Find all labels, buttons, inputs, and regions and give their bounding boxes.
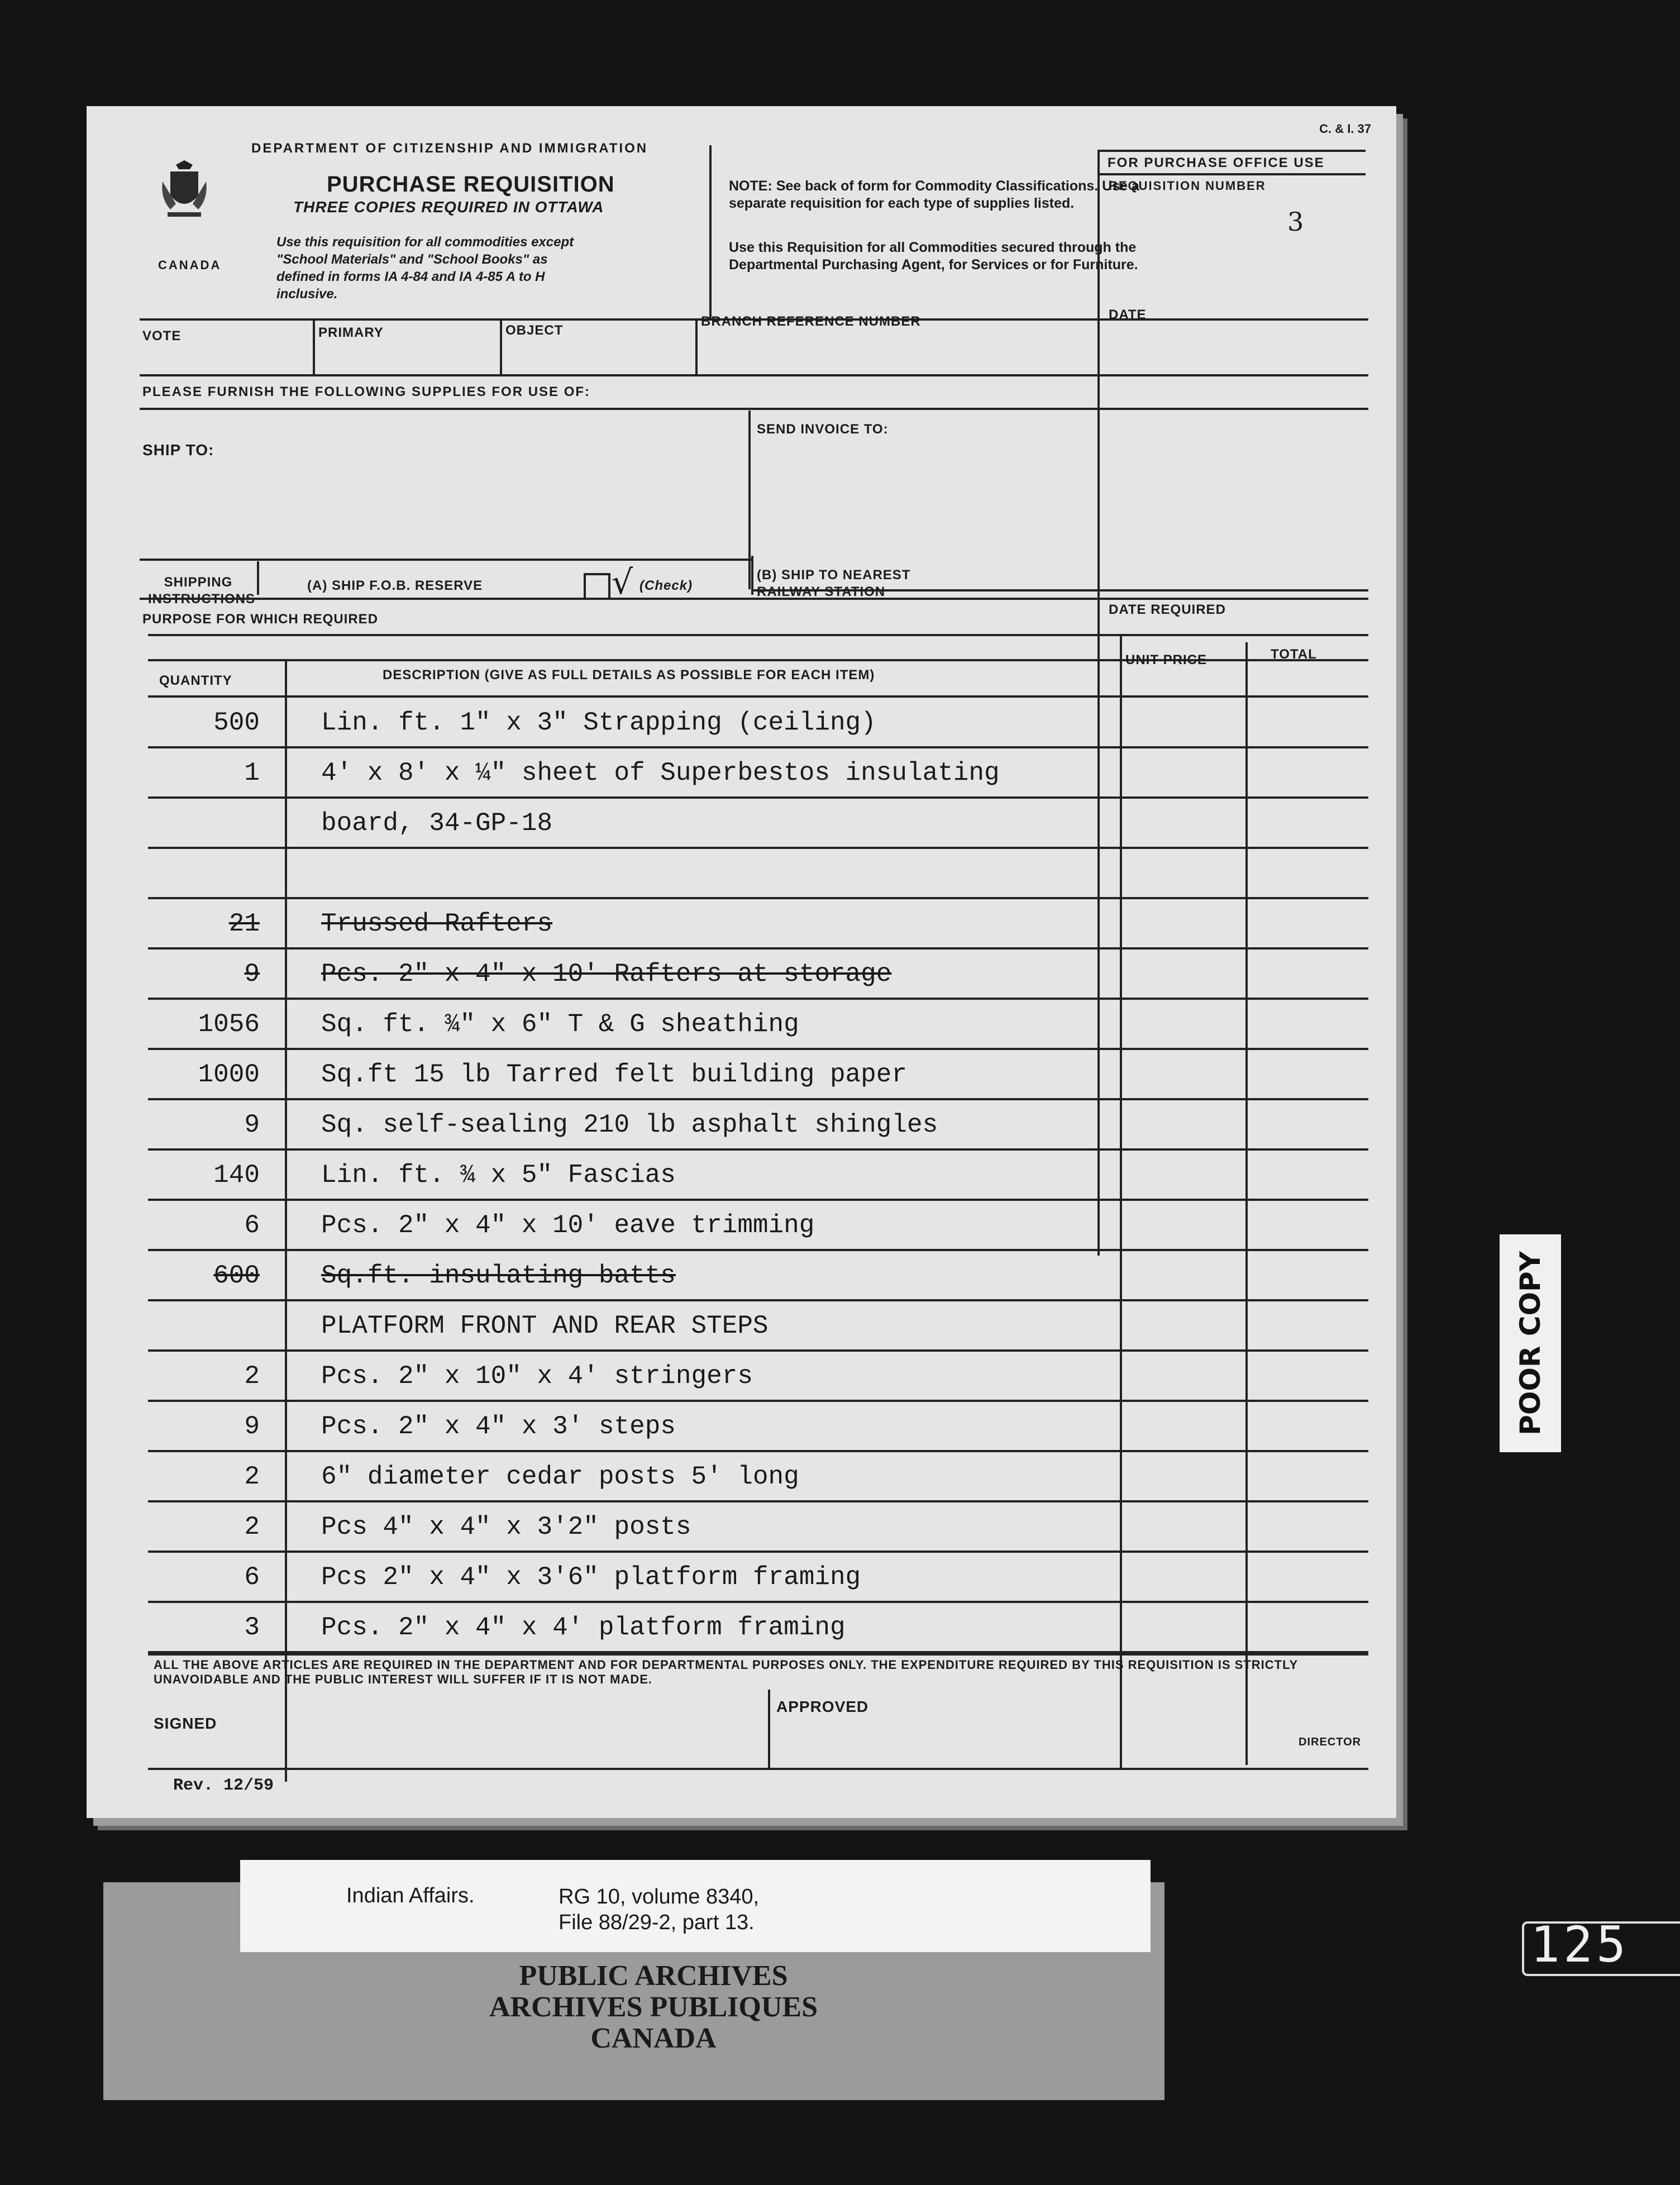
row-rule [148, 1299, 1368, 1301]
declaration-text: ALL THE ABOVE ARTICLES ARE REQUIRED IN THE DEPARTMENT AND FOR DEPARTMENTAL PURPOSES ONLY. THE EXPENDITURE REQUIRED BY THIS REQUISITION IS STRICTLY UNAVOIDABLE AND THE PUBLIC INTEREST WILL SUFFER IF IT IS NOT MADE. [154, 1658, 1298, 1686]
item-description: Pcs. 2" x 4" x 10' Rafters at storage [321, 960, 892, 989]
vote-label: VOTE [142, 328, 182, 344]
row-rule [148, 1400, 1368, 1402]
source-file: File 88/29-2, part 13. [559, 1911, 755, 1934]
requisition-number-label: REQUISITION NUMBER [1109, 179, 1266, 193]
row-rule [148, 1148, 1368, 1151]
country-label: CANADA [158, 258, 222, 272]
row-rule [148, 947, 1368, 950]
item-description: Sq. ft. ¾" x 6" T & G sheathing [321, 1010, 799, 1039]
source-volume: RG 10, volume 8340, [559, 1885, 760, 1909]
item-quantity: 21 [228, 909, 260, 938]
shipping-instructions-label: SHIPPING INSTRUCTIONS [148, 575, 255, 607]
row-rule [148, 847, 1368, 849]
fob-reserve-checkbox[interactable] [584, 573, 610, 600]
item-description: Pcs. 2" x 4" x 10' eave trimming [321, 1211, 815, 1240]
item-description: Pcs. 2" x 10" x 4' stringers [321, 1362, 753, 1391]
check-hint: (Check) [639, 578, 693, 593]
purpose-label: PURPOSE FOR WHICH REQUIRED [142, 612, 379, 627]
item-quantity: 2 [244, 1362, 260, 1391]
department-name: DEPARTMENT OF CITIZENSHIP AND IMMIGRATION [251, 141, 648, 156]
stamp-line-3: CANADA [590, 2022, 717, 2054]
item-description: Lin. ft. 1" x 3" Strapping (ceiling) [321, 708, 876, 737]
item-quantity: 2 [244, 1513, 260, 1542]
item-quantity: 140 [213, 1161, 260, 1190]
send-invoice-label: SEND INVOICE TO: [757, 422, 889, 437]
row-rule [148, 1601, 1368, 1603]
frame-counter: 125 [1530, 1916, 1629, 1973]
row-rule [148, 1500, 1368, 1502]
date-label: DATE [1109, 307, 1147, 322]
row-rule [148, 998, 1368, 1000]
item-quantity: 9 [244, 1110, 260, 1139]
item-quantity: 500 [213, 708, 260, 737]
row-rule [148, 746, 1368, 748]
revision-label: Rev. 12/59 [173, 1776, 274, 1795]
director-label: DIRECTOR [1299, 1736, 1362, 1748]
note-purchasing-agent: Use this Requisition for all Commodities secured through the Departmental Purchasing Agent, for Services or for Furniture. [729, 240, 1138, 273]
item-description: Trussed Rafters [321, 909, 553, 938]
primary-label: PRIMARY [318, 325, 384, 340]
item-description: Pcs. 2" x 4" x 4' platform framing [321, 1613, 846, 1642]
row-rule [148, 1551, 1368, 1553]
row-rule [148, 1349, 1368, 1352]
item-quantity: 9 [244, 1412, 260, 1441]
row-rule [148, 1098, 1368, 1100]
item-quantity: 2 [244, 1462, 260, 1491]
poor-copy-label: POOR COPY [1514, 1251, 1547, 1435]
item-description: 4' x 8' x ¼" sheet of Superbestos insulating [321, 758, 1000, 788]
item-description: Sq.ft. insulating batts [321, 1261, 676, 1290]
item-description: 6" diameter cedar posts 5' long [321, 1462, 799, 1491]
public-archives-stamp [402, 1960, 905, 2054]
row-rule [148, 897, 1368, 899]
item-quantity: 600 [213, 1261, 260, 1290]
source-fonds: Indian Affairs. [346, 1884, 475, 1907]
description-header: DESCRIPTION (GIVE AS FULL DETAILS AS POSSIBLE FOR EACH ITEM) [383, 667, 875, 683]
item-description: board, 34-GP-18 [321, 809, 553, 838]
note-classifications: NOTE: See back of form for Commodity Classifications. Use a separate requisition for each type of supplies listed. [729, 178, 1139, 211]
requisition-number-value: 3 [1287, 207, 1304, 237]
total-header: TOTAL [1271, 647, 1317, 662]
stamp-line-2: ARCHIVES PUBLIQUES [489, 1991, 818, 2023]
ship-to-label: SHIP TO: [142, 441, 214, 459]
item-quantity: 6 [244, 1563, 260, 1592]
signed-label: SIGNED [154, 1715, 217, 1732]
item-quantity: 1056 [198, 1010, 260, 1039]
row-rule [148, 1048, 1368, 1050]
item-quantity: 1000 [198, 1060, 260, 1089]
item-description: Sq. self-sealing 210 lb asphalt shingles [321, 1110, 938, 1139]
row-rule [148, 1450, 1368, 1452]
stamp-line-1: PUBLIC ARCHIVES [519, 1960, 788, 1992]
purchase-office-header: FOR PURCHASE OFFICE USE [1108, 155, 1325, 170]
item-quantity: 1 [244, 758, 260, 788]
date-required-label: DATE REQUIRED [1109, 602, 1226, 617]
form-title: PURCHASE REQUISITION [327, 172, 615, 197]
branch-reference-label: BRANCH REFERENCE NUMBER [701, 314, 921, 329]
approved-label: APPROVED [776, 1698, 869, 1715]
furnish-label: PLEASE FURNISH THE FOLLOWING SUPPLIES FOR USE OF: [142, 384, 591, 399]
item-quantity: 6 [244, 1211, 260, 1240]
usage-note: Use this requisition for all commodities except "School Materials" and "School Books" as defined in forms IA 4-84 and IA 4-85 A to H inclusive. [276, 235, 574, 302]
row-rule [148, 1249, 1368, 1251]
quantity-header: QUANTITY [159, 673, 232, 688]
form-subtitle: THREE COPIES REQUIRED IN OTTAWA [293, 198, 604, 216]
item-description: PLATFORM FRONT AND REAR STEPS [321, 1311, 769, 1340]
item-description: Sq.ft 15 lb Tarred felt building paper [321, 1060, 907, 1089]
row-rule [148, 796, 1368, 799]
item-quantity: 9 [244, 960, 260, 989]
row-rule [148, 1199, 1368, 1201]
item-description: Pcs 2" x 4" x 3'6" platform framing [321, 1563, 861, 1592]
ship-fob-reserve-option: (A) SHIP F.O.B. RESERVE [307, 578, 483, 593]
item-description: Pcs 4" x 4" x 3'2" posts [321, 1513, 691, 1542]
coat-of-arms-icon [159, 159, 209, 221]
unit-price-header: UNIT PRICE [1125, 652, 1207, 667]
item-quantity: 3 [244, 1613, 260, 1642]
item-description: Pcs. 2" x 4" x 3' steps [321, 1412, 676, 1441]
form-number: C. & I. 37 [1319, 122, 1371, 136]
item-description: Lin. ft. ¾ x 5" Fascias [321, 1161, 676, 1190]
purchase-requisition-form [87, 106, 1396, 1818]
check-mark: √ [612, 563, 633, 602]
source-reference [559, 1884, 759, 1935]
object-label: OBJECT [505, 323, 564, 338]
ship-railway-option: (B) SHIP TO NEAREST RAILWAY STATION [757, 567, 911, 599]
